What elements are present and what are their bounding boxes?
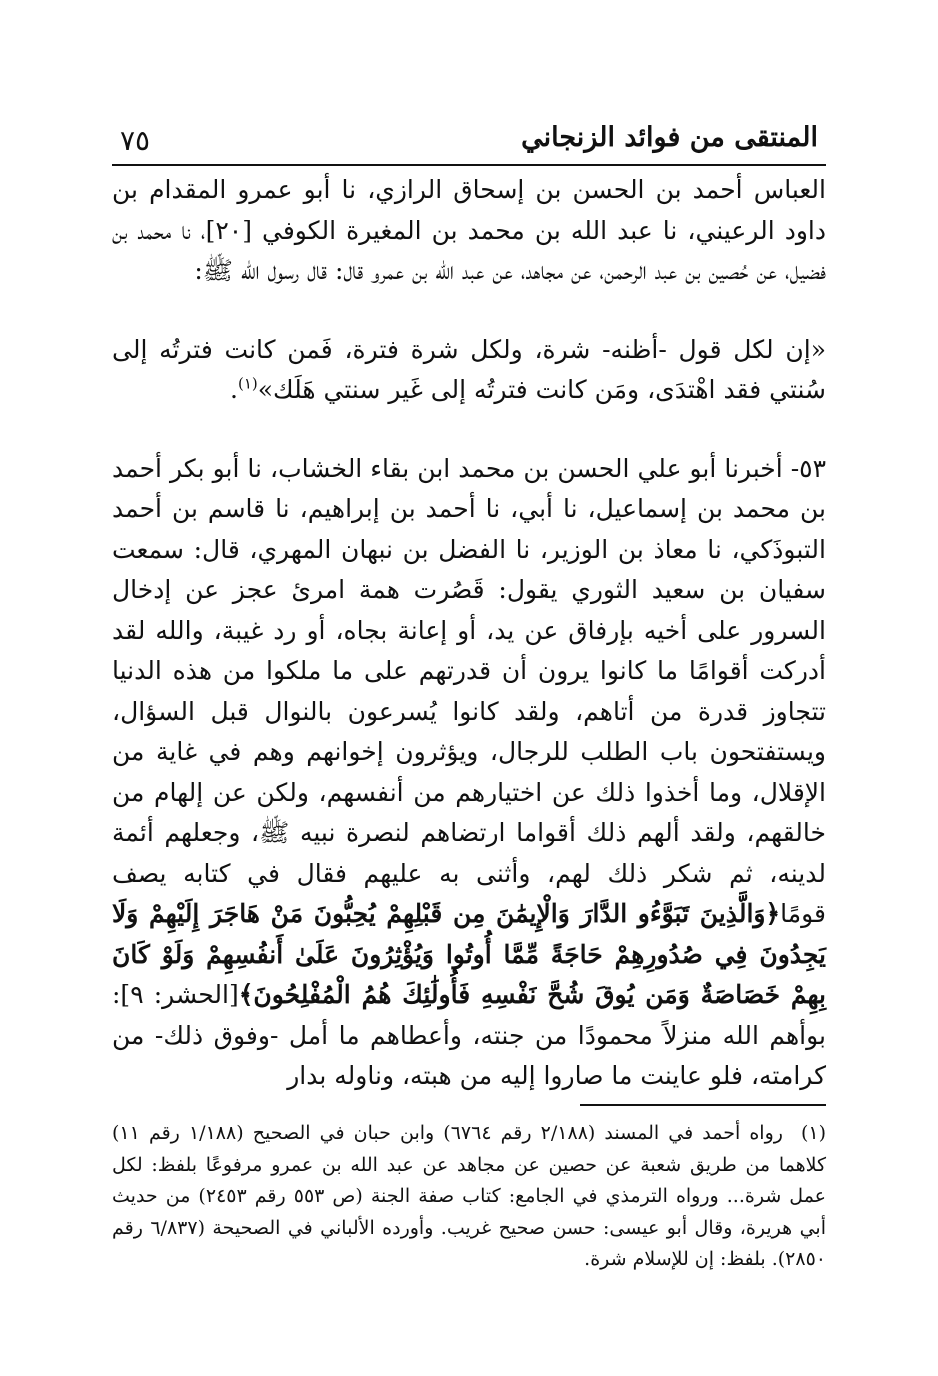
entry-53-text: ٥٣- أخبرنا أبو علي الحسن بن محمد ابن بقاء الخشاب، نا أبو بكر أحمد بن محمد بن إسماعيل، نا أبي، نا أحمد بن إبراهيم، نا قاسم بن أحمد التبوذَكي، نا معاذ بن الوزير، نا الفضل بن نبهان المهري، قال: سمعت سفيان بن سعيد الثوري يقول: قَصُرت همة امرئ عجز عن إدخال السرور على أخيه بإرفاق عن يد، أو إعانة بجاه، أو رد غيبة، والله لقد أدركت أقوامًا ما كانوا يرون أن قدرتهم على ما ملكوا من هذه الدنيا تتجاوز قدرة من أتاهم، ولقد كانوا يُسرعون بالنوال قبل السؤال، ويستفتحون باب الطلب للرجال، ويؤثرون إخوانهم وهم في غاية من الإقلال، وما أخذوا ذلك عن اختيارهم من أنفسهم، ولكن عن إلهام من خالقهم، ولقد ألهم ذلك أقواما ارتضاهم لنصرة نبيه ﷺ، وجعلهم أئمة لدينه، ثم شكر ذلك لهم، وأثنى به عليهم فقال في كتابه يصف قومًا <box>112 453 826 928</box>
footnote <box>112 1118 826 1276</box>
paragraph-gap <box>112 411 826 449</box>
footnote-marker: (١) <box>800 1122 827 1144</box>
footnote-divider <box>580 1104 826 1106</box>
hadith-text: «إن لكل قول -أظنه- شرة، ولكل شرة فترة، فَمن كانت فترتُه إلى سُنتي فقد اهْتدَى، ومَن كانت فترتُه إلى غَير سنتي هَلَك» <box>112 334 826 404</box>
page-number: ٧٥ <box>120 124 151 157</box>
paragraph-gap <box>112 292 826 330</box>
isnad-paragraph: العباس أحمد بن الحسن بن إسحاق الرازي، نا أبو عمرو المقدام بن داود الرعيني، نا عبد الله بن محمد بن المغيرة الكوفي [٢٠]، نا محمد بن فضيل، عن حُصين بن عبد الرحمن، عن مجاهد، عن عبد الله بن عمرو قال: قال رسول الله ﷺ: <box>112 175 826 285</box>
entry-53-continuation: بوأهم الله منزلاً محمودًا من جنته، وأعطاهم ما أمل -وفوق ذلك- من كرامته، فلو عاينت ما صاروا إليه من هبته، وناوله بدار <box>112 1020 826 1090</box>
quran-citation: [الحشر: ٩]: <box>112 980 239 1009</box>
hadith-paragraph <box>112 330 826 411</box>
footnote-text: رواه أحمد في المسند (٢/١٨٨ رقم ٦٧٦٤) وابن حبان في الصحيح (١/١٨٨ رقم ١١) كلاهما من طريق شعبة عن حصين عن مجاهد عن عبد الله بن عمرو مرفوعًا بلفظ: لكل عمل شرة... ورواه الترمذي في الجامع: كتاب صفة الجنة (ص ٥٥٣ رقم ٢٤٥٣) من حديث أبي هريرة، وقال أبو عيسى: حسن صحيح غريب. وأورده الألباني في الصحيحة (٦/٨٣٧ رقم ٢٨٥٠). بلفظ: إن للإسلام شرة. <box>112 1122 827 1271</box>
footnote-reference: (١) <box>237 374 258 393</box>
entry-53-paragraph <box>112 449 826 1097</box>
running-title: المنتقى من فوائد الزنجاني <box>521 122 818 153</box>
page-header <box>112 118 826 166</box>
quran-verse: ﴿وَالَّذِينَ تَبَوَّءُو الدَّارَ وَالْإِيمَٰنَ مِن قَبْلِهِمْ يُحِبُّونَ مَنْ هَاجَرَ إِلَيْهِمْ وَلَا يَجِدُونَ فِي صُدُورِهِمْ حَاجَةً مِّمَّا أُوتُوا وَيُؤْثِرُونَ عَلَىٰ أَنفُسِهِمْ وَلَوْ كَانَ بِهِمْ خَصَاصَةٌ وَمَن يُوقَ شُحَّ نَفْسِهِ فَأُولَٰئِكَ هُمُ الْمُفْلِحُونَ﴾ <box>112 899 827 1009</box>
main-text <box>112 170 826 1097</box>
hadith-end: . <box>230 375 238 404</box>
